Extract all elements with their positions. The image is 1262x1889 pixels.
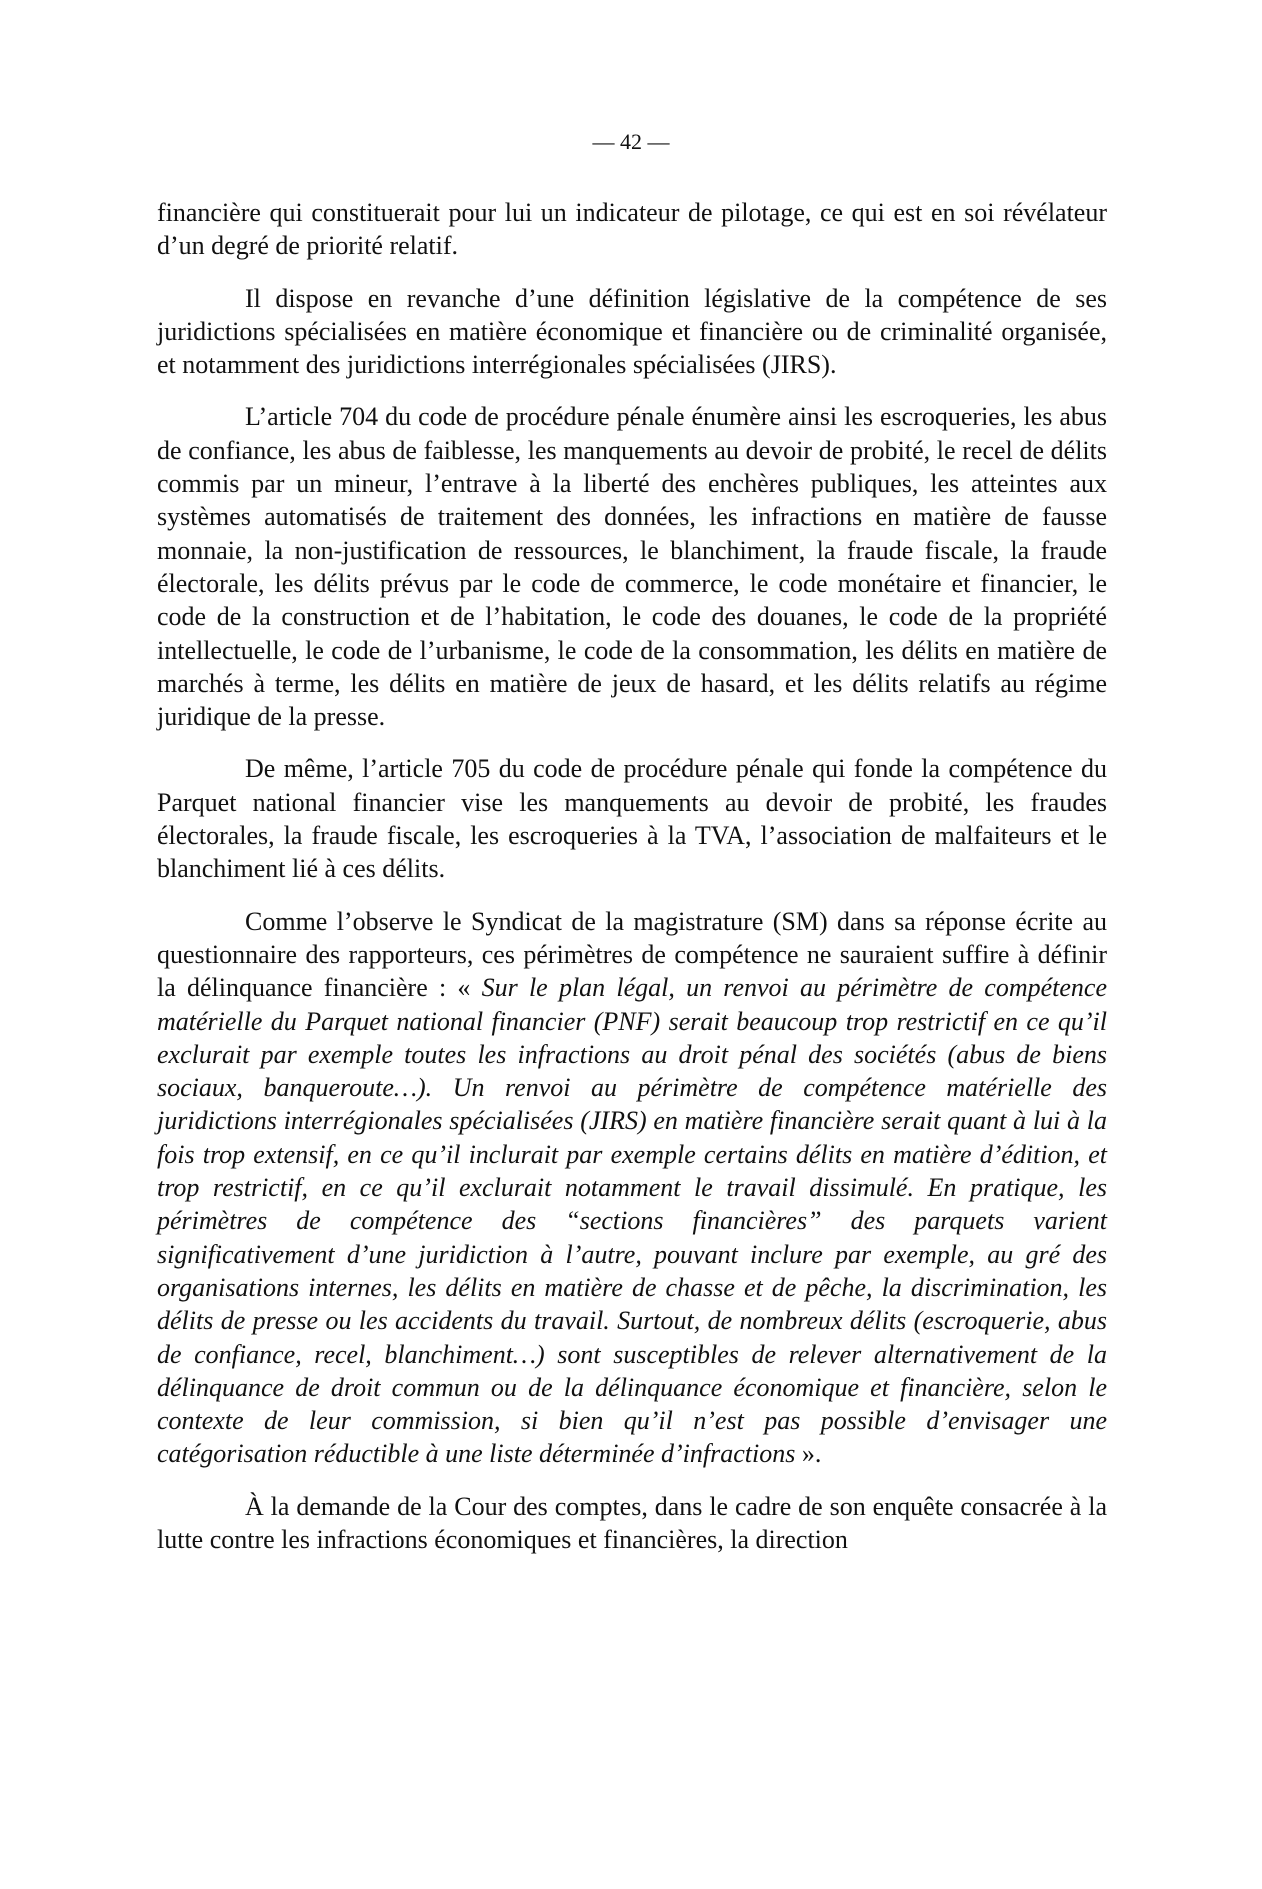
- page-number: — 42 —: [592, 129, 670, 154]
- paragraph-jurisdiction-definition: Il dispose en revanche d’une définition législative de la compétence de ses juridictions spécialisées en matière économique et financière ou de criminalité organisée, et notamment des juridictions interrégionales spécialisées (JIRS).: [157, 283, 1107, 380]
- paragraph-continuation: financière qui constituerait pour lui un indicateur de pilotage, ce qui est en soi révélateur d’un degré de priorité relatif.: [157, 198, 1107, 261]
- quote-close: ».: [795, 1439, 822, 1469]
- document-body: [157, 196, 1107, 1575]
- paragraph-cour-des-comptes: À la demande de la Cour des comptes, dans le cadre de son enquête consacrée à la lutte contre les infractions économiques et financières, la direction: [157, 1491, 1107, 1554]
- quote-text: Sur le plan légal, un renvoi au périmètre de compétence matérielle du Parquet national financier (PNF) serait beaucoup trop restrictif en ce qu’il exclurait par exemple toutes les infractions au droit pénal des sociétés (abus de biens sociaux, banqueroute…). Un renvoi au périmètre de compétence matérielle des juridictions interrégionales spécialisées (JIRS) en matière financière serait quant à lui à la fois trop extensif, en ce qu’il inclurait par exemple certains délits en matière d’édition, et trop restrictif, en ce qu’il exclurait notamment le travail dissimulé. En pratique, les périmètres de compétence des “sections financières” des parquets varient significativement d’une juridiction à l’autre, pouvant inclure par exemple, au gré des organisations internes, les délits en matière de chasse et de pêche, la discrimination, les délits de presse ou les accidents du travail. Surtout, de nombreux délits (escroquerie, abus de confiance, recel, blanchiment…) sont susceptibles de relever alternativement de la délinquance de droit commun ou de la délinquance économique et financière, selon le contexte de leur commission, si bien qu’il n’est pas possible d’envisager une catégorisation réductible à une liste déterminée d’infractions: [157, 973, 1107, 1469]
- paragraph-article-705: De même, l’article 705 du code de procédure pénale qui fonde la compétence du Parquet national financier vise les manquements au devoir de probité, les fraudes électorales, la fraude fiscale, les escroqueries à la TVA, l’association de malfaiteurs et le blanchiment lié à ces délits.: [157, 754, 1107, 884]
- paragraph-article-704: L’article 704 du code de procédure pénale énumère ainsi les escroqueries, les abus de confiance, les abus de faiblesse, les manquements au devoir de probité, le recel de délits commis par un mineur, l’entrave à la liberté des enchères publiques, les atteintes aux systèmes automatisés de traitement des données, les infractions en matière de fausse monnaie, la non-justification de ressources, le blanchiment, la fraude fiscale, la fraude électorale, les délits prévus par le code de commerce, le code monétaire et financier, le code de la construction et de l’habitation, le code des douanes, le code de la propriété intellectuelle, le code de l’urbanisme, le code de la consommation, les délits en matière de marchés à terme, les délits en matière de jeux de hasard, et les délits relatifs au régime juridique de la presse.: [157, 402, 1107, 732]
- quote-intro: Comme l’observe le Syndicat de la magistrature (SM) dans sa réponse écrite au questionnaire des rapporteurs, ces périmètres de compétence ne sauraient suffire à définir la délinquance financière : «: [157, 906, 1107, 1003]
- paragraph-syndicat-quote: [157, 905, 1107, 1471]
